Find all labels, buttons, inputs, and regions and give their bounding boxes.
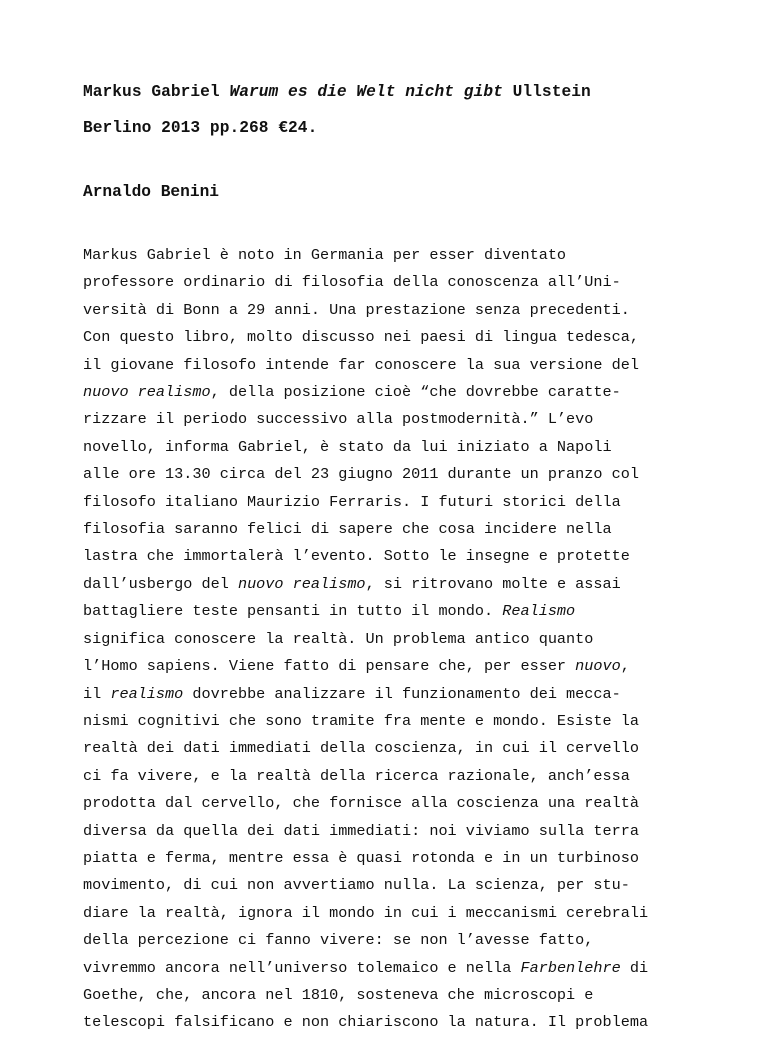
body-fragment: dall’usbergo del — [83, 574, 238, 593]
body-fragment: dovrebbe analizzare il funzionamento dei mecca- — [183, 684, 621, 703]
italic-term: realismo — [110, 684, 184, 703]
book-title: Warum es die Welt nicht gibt — [229, 83, 503, 101]
body-line — [83, 955, 708, 982]
title-line-2: Berlino 2013 pp.268 €24. — [83, 119, 318, 137]
body-line: Con questo libro, molto discusso nei paesi di lingua tedesca, — [83, 328, 639, 347]
italic-term: Farbenlehre — [520, 958, 621, 977]
body-fragment: vivremmo ancora nell’universo tolemaico e nella — [83, 958, 521, 977]
body-fragment: di — [620, 958, 649, 977]
body-line: diversa da quella dei dati immediati: noi viviamo sulla terra — [83, 821, 639, 840]
book-author-name: Markus Gabriel — [83, 83, 230, 101]
italic-term: nuovo — [575, 657, 621, 676]
body-line: filosofia saranno felici di sapere che cosa incidere nella — [83, 520, 612, 539]
body-line: diare la realtà, ignora il mondo in cui i meccanismi cerebrali — [83, 903, 649, 922]
body-fragment: , della posizione cioè “che dovrebbe caratte- — [210, 383, 621, 402]
body-line: ci fa vivere, e la realtà della ricerca razionale, anch’essa — [83, 766, 630, 785]
body-fragment: il — [83, 684, 111, 703]
body-line: alle ore 13.30 circa del 23 giugno 2011 durante un pranzo col — [83, 465, 639, 484]
review-body — [83, 242, 708, 1037]
body-line: Goethe, che, ancora nel 1810, sosteneva che microscopi e — [83, 985, 594, 1004]
body-line: movimento, di cui non avvertiamo nulla. La scienza, per stu- — [83, 876, 630, 895]
italic-term: nuovo realismo — [237, 574, 366, 593]
review-title — [83, 74, 708, 146]
body-line: della percezione ci fanno vivere: se non l’avesse fatto, — [83, 931, 594, 950]
body-line — [83, 653, 708, 680]
body-line: filosofo italiano Maurizio Ferraris. I futuri storici della — [83, 492, 621, 511]
italic-term: Realismo — [502, 602, 576, 621]
review-author: Arnaldo Benini — [83, 183, 219, 201]
body-line: significa conoscere la realtà. Un problema antico quanto — [83, 629, 594, 648]
body-fragment: , — [620, 657, 630, 676]
body-fragment: , si ritrovano molte e assai — [365, 574, 621, 593]
body-line: realtà dei dati immediati della coscienza, in cui il cervello — [83, 739, 639, 758]
body-line: professore ordinario di filosofia della conoscenza all’Uni- — [83, 273, 621, 292]
body-fragment: battagliere teste pensanti in tutto il mondo. — [83, 602, 503, 621]
italic-term: nuovo realismo — [83, 383, 211, 402]
body-line: il giovane filosofo intende far conoscere la sua versione del — [83, 355, 639, 374]
body-line — [83, 598, 708, 625]
body-line: Markus Gabriel è noto in Germania per esser diventato — [83, 246, 567, 264]
body-line: piatta e ferma, mentre essa è quasi rotonda e in un turbinoso — [83, 848, 639, 867]
body-line: lastra che immortalerà l’evento. Sotto le insegne e protette — [83, 547, 630, 566]
body-line: novello, informa Gabriel, è stato da lui iniziato a Napoli — [83, 437, 612, 456]
body-line: rizzare il periodo successivo alla postmodernità.” L’evo — [83, 410, 594, 429]
body-line: nismi cognitivi che sono tramite fra mente e mondo. Esiste la — [83, 711, 639, 730]
body-line — [83, 571, 708, 598]
body-line — [83, 379, 708, 406]
body-line: versità di Bonn a 29 anni. Una prestazione senza precedenti. — [83, 300, 630, 319]
body-line — [83, 681, 708, 708]
title-line-1 — [83, 74, 708, 110]
body-line: prodotta dal cervello, che fornisce alla coscienza una realtà — [83, 794, 639, 813]
body-fragment: l’Homo sapiens. Viene fatto di pensare che, per esser — [83, 657, 576, 676]
body-line: telescopi falsificano e non chiariscono la natura. Il problema — [83, 1013, 649, 1032]
publisher: Ullstein — [502, 83, 591, 101]
